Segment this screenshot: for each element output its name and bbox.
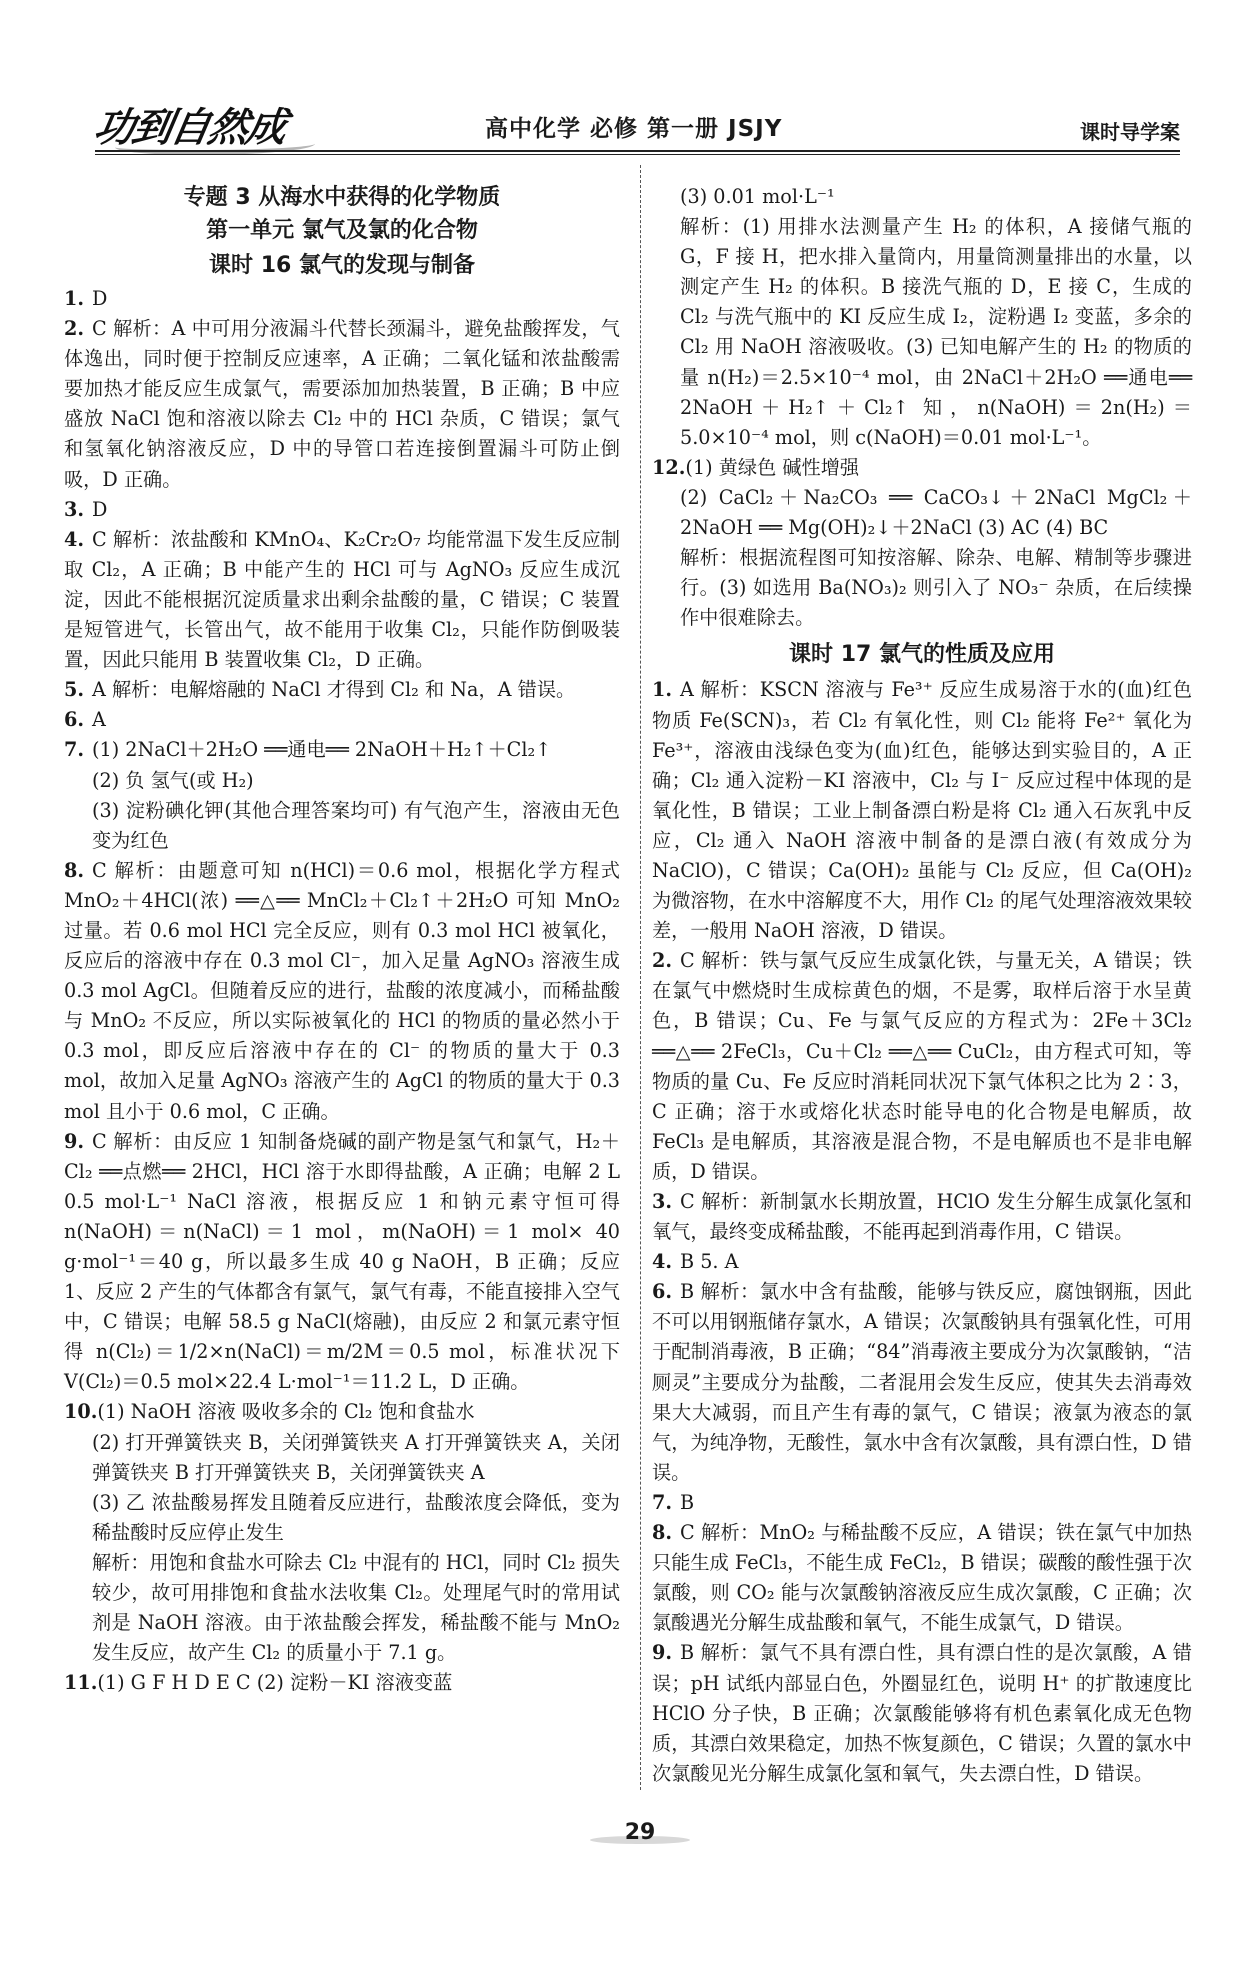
answer-item	[652, 483, 1192, 543]
answer-number: 2.	[652, 949, 673, 973]
answer-number: 8.	[64, 858, 85, 882]
answer-number: 10.	[64, 1400, 98, 1424]
answer-number: 12.	[652, 455, 686, 479]
answer-number: 8.	[652, 1521, 673, 1545]
answer-item	[652, 1488, 1192, 1518]
header-rule	[95, 150, 1180, 152]
answer-item	[652, 1187, 1192, 1247]
column-divider	[640, 165, 641, 1790]
answer-text: B	[680, 1490, 695, 1514]
answer-item	[652, 212, 1192, 453]
answer-item	[64, 796, 620, 856]
answer-item	[64, 1668, 620, 1698]
answer-text: (3) 乙 浓盐酸易挥发且随着反应进行，盐酸浓度会降低，变为稀盐酸时反应停止发生	[92, 1490, 620, 1544]
answer-text: C 解析：由题意可知 n(HCl)＝0.6 mol，根据化学方程式 MnO₂＋4HCl(浓) ══△══ MnCl₂＋Cl₂↑＋2H₂O 可知 MnO₂ 过量。若 0.6 mol HCl 完全反应，则有 0.3 mol HCl 被氧化，反应后的溶液中存在 0.3 mol Cl⁻，加入足量 AgNO₃ 溶液生成 0.3 mol AgCl。但随着反应的进行，盐酸的浓度减小，而稀盐酸与 MnO₂ 不反应，所以实际被氧化的 HCl 的物质的量必然小于 0.3 mol，即反应后溶液中存在的 Cl⁻ 的物质的量大于 0.3 mol，故加入足量 AgNO₃ 溶液产生的 AgCl 的物质的量大于 0.3 mol 且小于 0.6 mol，C 正确。	[64, 858, 620, 1123]
answer-text: (1) G F H D E C (2) 淀粉－KI 溶液变蓝	[97, 1671, 453, 1695]
answer-item	[64, 1127, 620, 1398]
answer-text: 解析：(1) 用排水法测量产生 H₂ 的体积，A 接储气瓶的 G，F 接 H，把水排入量筒内，用量筒测量排出的水量，以测定产生 H₂ 的体积。B 接洗气瓶的 D，E 接 C，生成的 Cl₂ 与洗气瓶中的 KI 反应生成 I₂，淀粉遇 I₂ 变蓝，多余的 Cl₂ 用 NaOH 溶液吸收。(3) 已知电解产生的 H₂ 的物质的量 n(H₂)＝2.5×10⁻⁴ mol，由 2NaCl＋2H₂O ══通电══ 2NaOH＋H₂↑＋Cl₂↑ 知，n(NaOH)＝2n(H₂)＝5.0×10⁻⁴ mol，则 c(NaOH)＝0.01 mol·L⁻¹。	[680, 215, 1192, 449]
header-rule-thin	[95, 154, 1180, 155]
answer-item	[652, 543, 1192, 633]
lesson-title-17: 课时 17 氯气的性质及应用	[789, 642, 1055, 668]
answer-item	[64, 314, 620, 495]
answer-list-continued	[652, 182, 1192, 633]
series-logo: 功到自然成	[90, 104, 289, 151]
answer-list	[64, 284, 620, 1698]
lesson-title: 课时 16 氯气的发现与制备	[209, 253, 475, 278]
answer-number: 6.	[64, 708, 85, 732]
answer-item	[64, 705, 620, 735]
answer-number: 5.	[64, 678, 85, 702]
answer-text: (1) 2NaCl＋2H₂O ══通电══ 2NaOH＋H₂↑＋Cl₂↑	[92, 738, 552, 762]
answer-text: 解析：用饱和食盐水可除去 Cl₂ 中混有的 HCl，同时 Cl₂ 损失较少，故可用排饱和食盐水法收集 Cl₂。处理尾气时的常用试剂是 NaOH 溶液。由于浓盐酸会挥发，稀盐酸不能与 MnO₂ 发生反应，故产生 Cl₂ 的质量小于 7.1 g。	[92, 1550, 621, 1665]
answer-list-lesson-17	[652, 675, 1192, 1788]
answer-text: (2) CaCl₂＋Na₂CO₃ ══ CaCO₃↓＋2NaCl MgCl₂＋2NaOH ══ Mg(OH)₂↓＋2NaCl (3) AC (4) BC	[680, 485, 1192, 540]
answer-item	[652, 453, 1192, 483]
answer-text: 解析：根据流程图可知按溶解、除杂、电解、精制等步骤进行。(3) 如选用 Ba(NO₃)₂ 则引入了 NO₃⁻ 杂质，在后续操作中很难除去。	[680, 546, 1192, 630]
page-number: 29	[624, 1820, 656, 1845]
answer-text: C 解析：新制氯水长期放置，HClO 发生分解生成氯化氢和氧气，最终变成稀盐酸，不能再起到消毒作用，C 错误。	[652, 1190, 1192, 1244]
answer-text: (1) NaOH 溶液 吸收多余的 Cl₂ 饱和食盐水	[97, 1400, 475, 1424]
topic-title: 专题 3 从海水中获得的化学物质	[183, 185, 501, 210]
answer-item	[64, 1488, 620, 1548]
right-column	[652, 182, 1192, 1789]
answer-item	[652, 1638, 1192, 1788]
answer-number: 1.	[64, 287, 85, 310]
answer-number: 1.	[652, 678, 673, 702]
answer-text: A 解析：电解熔融的 NaCl 才得到 Cl₂ 和 Na，A 错误。	[92, 678, 576, 702]
answer-text: C 解析：A 中可用分液漏斗代替长颈漏斗，避免盐酸挥发，气体逸出，同时便于控制反应速率，A 正确；二氧化锰和浓盐酸需要加热才能反应生成氯气，需要添加加热装置，B 正确；B 中应盛放 NaCl 饱和溶液以除去 Cl₂ 中的 HCl 杂质，C 错误；氯气和氢氧化钠溶液反应，D 中的导管口若连接倒置漏斗可防止倒吸，D 正确。	[64, 317, 620, 491]
answer-item	[64, 735, 620, 765]
answer-text: (2) 打开弹簧铁夹 B，关闭弹簧铁夹 A 打开弹簧铁夹 A，关闭弹簧铁夹 B 打开弹簧铁夹 B，关闭弹簧铁夹 A	[92, 1430, 620, 1484]
answer-number: 3.	[652, 1190, 673, 1213]
answer-number: 2.	[64, 317, 85, 341]
answer-number: 7.	[64, 738, 85, 762]
answer-number: 4.	[64, 527, 85, 551]
answer-item	[652, 1277, 1192, 1488]
answer-text: D	[92, 497, 108, 521]
answer-text: (3) 淀粉碘化钾(其他合理答案均可) 有气泡产生，溶液由无色变为红色	[92, 798, 620, 852]
answer-item	[652, 1518, 1192, 1638]
answer-item	[64, 1548, 620, 1668]
book-title: 高中化学 必修 第一册 JSJY	[485, 116, 783, 142]
answer-item	[64, 856, 620, 1127]
answer-item	[652, 675, 1192, 946]
answer-text: (3) 0.01 mol·L⁻¹	[680, 185, 835, 208]
answer-number: 6.	[652, 1280, 673, 1304]
answer-text: C 解析：由反应 1 知制备烧碱的副产物是氢气和氯气，H₂＋Cl₂ ══点燃══ 2HCl，HCl 溶于水即得盐酸，A 正确；电解 2 L 0.5 mol·L⁻¹ NaCl 溶液，根据反应 1 和钠元素守恒可得 n(NaOH)＝n(NaCl)＝1 mol，m(NaOH)＝1 mol× 40 g·mol⁻¹＝40 g，所以最多生成 40 g NaOH，B 正确；反应 1、反应 2 产生的气体都含有氯气，氯气有毒，不能直接排入空气中，C 错误；电解 58.5 g NaCl(熔融)，由反应 2 和氯元素守恒得 n(Cl₂)＝1/2×n(NaCl)＝m/2M＝0.5 mol，标准状况下 V(Cl₂)＝0.5 mol×22.4 L·mol⁻¹＝11.2 L，D 正确。	[64, 1129, 620, 1394]
answer-item	[64, 525, 620, 675]
answer-text: D	[92, 287, 108, 310]
answer-number: 9.	[64, 1129, 85, 1153]
answer-text: C 解析：MnO₂ 与稀盐酸不反应，A 错误；铁在氯气中加热只能生成 FeCl₃，不能生成 FeCl₂，B 错误；碳酸的酸性强于次氯酸，则 CO₂ 能与次氯酸钠溶液反应生成次氯酸，C 正确；次氯酸遇光分解生成盐酸和氧气，不能生成氯气，D 错误。	[652, 1521, 1192, 1635]
answer-item	[64, 675, 620, 705]
answer-text: C 解析：铁与氯气反应生成氯化铁，与量无关，A 错误；铁在氯气中燃烧时生成棕黄色的烟，不是雾，取样后溶于水呈黄色，B 错误；Cu、Fe 与氯气反应的方程式为：2Fe＋3Cl₂ ══△══ 2FeCl₃，Cu＋Cl₂ ══△══ CuCl₂，由方程式可知，等物质的量 Cu、Fe 反应时消耗同状况下氯气体积之比为 2∶3，C 正确；溶于水或熔化状态时能导电的化合物是电解质，故 FeCl₃ 是电解质，其溶液是混合物，不是电解质也不是非电解质，D 错误。	[652, 949, 1192, 1183]
answer-number: 7.	[652, 1490, 673, 1514]
answer-number: 3.	[64, 497, 85, 521]
answer-number: 4.	[652, 1250, 673, 1274]
answer-number: 9.	[652, 1641, 673, 1665]
answer-text: C 解析：浓盐酸和 KMnO₄、K₂Cr₂O₇ 均能常温下发生反应制取 Cl₂，A 正确；B 中能产生的 HCl 可与 AgNO₃ 反应生成沉淀，因此不能根据沉淀质量求出剩余盐酸的量，C 错误；C 装置是短管进气，长管出气，故不能用于收集 Cl₂，只能作防倒吸装置，因此只能用 B 装置收集 Cl₂，D 正确。	[64, 527, 620, 672]
series-label: 课时导学案	[1080, 120, 1180, 144]
answer-item	[652, 182, 1192, 212]
answer-item	[64, 1397, 620, 1427]
unit-title: 第一单元 氯气及氯的化合物	[206, 218, 478, 243]
answer-text: B 5. A	[680, 1250, 739, 1274]
answer-item	[64, 766, 620, 796]
answer-item	[652, 1247, 1192, 1277]
answer-item	[64, 284, 620, 314]
answer-text: B 解析：氯气不具有漂白性，具有漂白性的是次氯酸，A 错误；pH 试纸内部显白色，外圈显红色，说明 H⁺ 的扩散速度比 HClO 分子快，B 正确；次氯酸能够将有机色素氧化成无色物质，其漂白效果稳定，加热不恢复颜色，C 错误；久置的氯水中次氯酸见光分解生成氯化氢和氧气，失去漂白性，D 错误。	[652, 1641, 1192, 1785]
answer-text: B 解析：氯水中含有盐酸，能够与铁反应，腐蚀钢瓶，因此不可以用钢瓶储存氯水，A 错误；次氯酸钠具有强氧化性，可用于配制消毒液，B 正确；“84”消毒液主要成分为次氯酸钠，“洁厕灵”主要成分为盐酸，二者混用会发生反应，使其失去消毒效果大大减弱，而且产生有毒的氯气，C 错误；液氯为液态的氯气，为纯净物，无酸性，氯水中含有次氯酸，具有漂白性，D 错误。	[652, 1280, 1192, 1484]
answer-item	[64, 1428, 620, 1488]
answer-item	[652, 946, 1192, 1187]
left-column	[64, 182, 620, 1698]
answer-item	[64, 495, 620, 525]
answer-text: (2) 负 氢气(或 H₂)	[92, 768, 254, 792]
answer-text: A	[92, 708, 106, 732]
answer-text: (1) 黄绿色 碱性增强	[685, 455, 860, 479]
logo-swash	[115, 136, 315, 155]
answer-text: A 解析：KSCN 溶液与 Fe³⁺ 反应生成易溶于水的(血)红色物质 Fe(SCN)₃，若 Cl₂ 有氧化性，则 Cl₂ 能将 Fe²⁺ 氧化为 Fe³⁺，溶液由浅绿色变为(血)红色，能够达到实验目的，A 正确；Cl₂ 通入淀粉－KI 溶液中，Cl₂ 与 I⁻ 反应过程中体现的是氧化性，B 错误；工业上制备漂白粉是将 Cl₂ 通入石灰乳中反应，Cl₂ 通入 NaOH 溶液中制备的是漂白液(有效成分为 NaClO)，C 错误；Ca(OH)₂ 虽能与 Cl₂ 反应，但 Ca(OH)₂ 为微溶物，在水中溶解度不大，用作 Cl₂ 的尾气处理溶液效果较差，一般用 NaOH 溶液，D 错误。	[652, 678, 1192, 943]
answer-number: 11.	[64, 1671, 98, 1695]
